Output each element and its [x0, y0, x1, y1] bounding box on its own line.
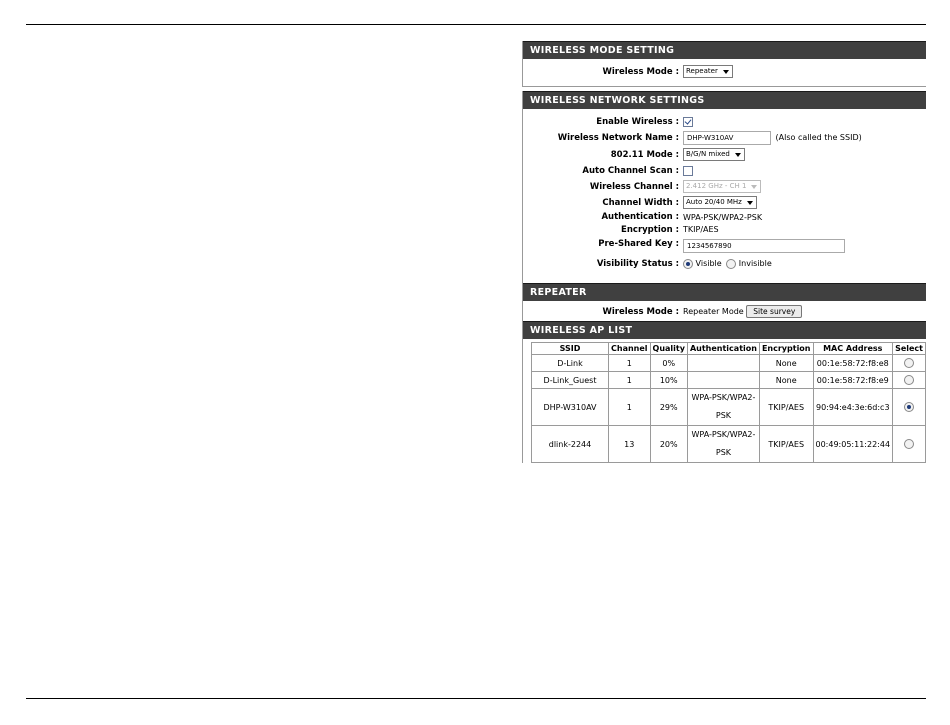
repeater-panel — [522, 283, 926, 323]
auth-cell: WPA-PSK/WPA2-PSK — [687, 389, 759, 426]
table-row[interactable] — [532, 372, 926, 389]
wireless-mode-setting-panel — [522, 41, 926, 87]
wireless-mode-label: Wireless Mode : — [602, 67, 679, 77]
ssid-cell: D-Link_Guest — [532, 372, 609, 389]
select-radio[interactable] — [904, 402, 914, 412]
enable-wireless-checkbox[interactable] — [683, 117, 693, 127]
col-quality: Quality — [650, 343, 687, 355]
chevron-down-icon — [735, 153, 741, 157]
visible-label: Visible — [695, 259, 722, 268]
col-ssid: SSID — [532, 343, 609, 355]
encryption-row — [523, 224, 926, 236]
psk-label: Pre-Shared Key : — [598, 239, 679, 249]
mode-80211-label: 802.11 Mode : — [610, 150, 679, 160]
mac-cell: 00:1e:58:72:f8:e9 — [813, 372, 893, 389]
wireless-channel-label: Wireless Channel : — [589, 182, 679, 192]
select-radio[interactable] — [904, 439, 914, 449]
ssid-cell: D-Link — [532, 355, 609, 372]
wireless-mode-setting-header: WIRELESS MODE SETTING — [523, 41, 926, 59]
quality-cell: 29% — [650, 389, 687, 426]
repeater-mode-row — [523, 304, 926, 320]
chevron-down-icon — [747, 201, 753, 205]
chevron-down-icon — [751, 185, 757, 189]
channel-width-row — [523, 195, 926, 211]
encryption-cell: TKIP/AES — [759, 389, 813, 426]
auth-cell — [687, 372, 759, 389]
authentication-label: Authentication : — [601, 212, 679, 222]
encryption-value: TKIP/AES — [683, 225, 719, 234]
invisible-label: Invisible — [738, 259, 772, 268]
channel-cell: 13 — [609, 426, 651, 463]
quality-cell: 20% — [650, 426, 687, 463]
wireless-network-settings-header: WIRELESS NETWORK SETTINGS — [523, 91, 926, 109]
encryption-label: Encryption : — [621, 225, 679, 235]
select-radio[interactable] — [904, 375, 914, 385]
table-row[interactable] — [532, 426, 926, 463]
mac-cell: 00:49:05:11:22:44 — [813, 426, 893, 463]
network-name-input[interactable]: DHP-W310AV — [683, 131, 771, 145]
authentication-value: WPA-PSK/WPA2-PSK — [683, 213, 763, 222]
encryption-cell: None — [759, 372, 813, 389]
encryption-cell: TKIP/AES — [759, 426, 813, 463]
col-select: Select — [893, 343, 926, 355]
quality-cell: 0% — [650, 355, 687, 372]
auto-channel-row — [523, 163, 926, 179]
mac-cell: 90:94:e4:3e:6d:c3 — [813, 389, 893, 426]
table-row[interactable] — [532, 355, 926, 372]
visible-radio[interactable] — [683, 259, 693, 269]
ssid-hint: (Also called the SSID) — [775, 133, 862, 142]
select-radio[interactable] — [904, 358, 914, 368]
wireless-ap-list-panel — [522, 321, 926, 463]
col-channel: Channel — [609, 343, 651, 355]
psk-input[interactable]: 1234567890 — [683, 239, 845, 253]
wireless-network-settings-panel — [522, 91, 926, 285]
repeater-mode-label: Wireless Mode : — [602, 307, 679, 317]
bottom-rule — [26, 698, 926, 699]
col-mac-address: MAC Address — [813, 343, 893, 355]
encryption-cell: None — [759, 355, 813, 372]
wireless-ap-list-header: WIRELESS AP LIST — [523, 321, 926, 339]
ssid-cell: dlink-2244 — [532, 426, 609, 463]
ssid-cell: DHP-W310AV — [532, 389, 609, 426]
site-survey-button[interactable]: Site survey — [746, 305, 802, 318]
channel-cell: 1 — [609, 372, 651, 389]
psk-row — [523, 236, 926, 254]
wireless-channel-select[interactable]: 2.412 GHz - CH 1 — [683, 180, 761, 193]
mac-cell: 00:1e:58:72:f8:e8 — [813, 355, 893, 372]
visibility-label: Visibility Status : — [596, 259, 679, 269]
top-rule — [26, 24, 926, 25]
chevron-down-icon — [723, 70, 729, 74]
network-name-row — [523, 130, 926, 147]
wireless-mode-row — [523, 64, 926, 80]
enable-wireless-row — [523, 114, 926, 130]
col-encryption: Encryption — [759, 343, 813, 355]
auto-channel-checkbox[interactable] — [683, 166, 693, 176]
auth-cell: WPA-PSK/WPA2-PSK — [687, 426, 759, 463]
channel-cell: 1 — [609, 355, 651, 372]
auth-cell — [687, 355, 759, 372]
wireless-mode-select[interactable]: Repeater — [683, 65, 733, 78]
visibility-row — [523, 256, 926, 272]
mode-80211-row — [523, 147, 926, 163]
repeater-header: REPEATER — [523, 283, 926, 301]
channel-width-select[interactable]: Auto 20/40 MHz — [683, 196, 757, 209]
channel-cell: 1 — [609, 389, 651, 426]
auto-channel-label: Auto Channel Scan : — [582, 166, 679, 176]
invisible-radio[interactable] — [726, 259, 736, 269]
quality-cell: 10% — [650, 372, 687, 389]
repeater-mode-value: Repeater Mode — [683, 307, 744, 316]
mode-80211-select[interactable]: B/G/N mixed — [683, 148, 745, 161]
channel-width-label: Channel Width : — [602, 198, 679, 208]
authentication-row — [523, 211, 926, 224]
enable-wireless-label: Enable Wireless : — [596, 117, 679, 127]
network-name-label: Wireless Network Name : — [557, 133, 679, 143]
wireless-channel-row — [523, 179, 926, 195]
table-row[interactable] — [532, 389, 926, 426]
col-authentication: Authentication — [687, 343, 759, 355]
ap-list-table — [531, 342, 926, 463]
